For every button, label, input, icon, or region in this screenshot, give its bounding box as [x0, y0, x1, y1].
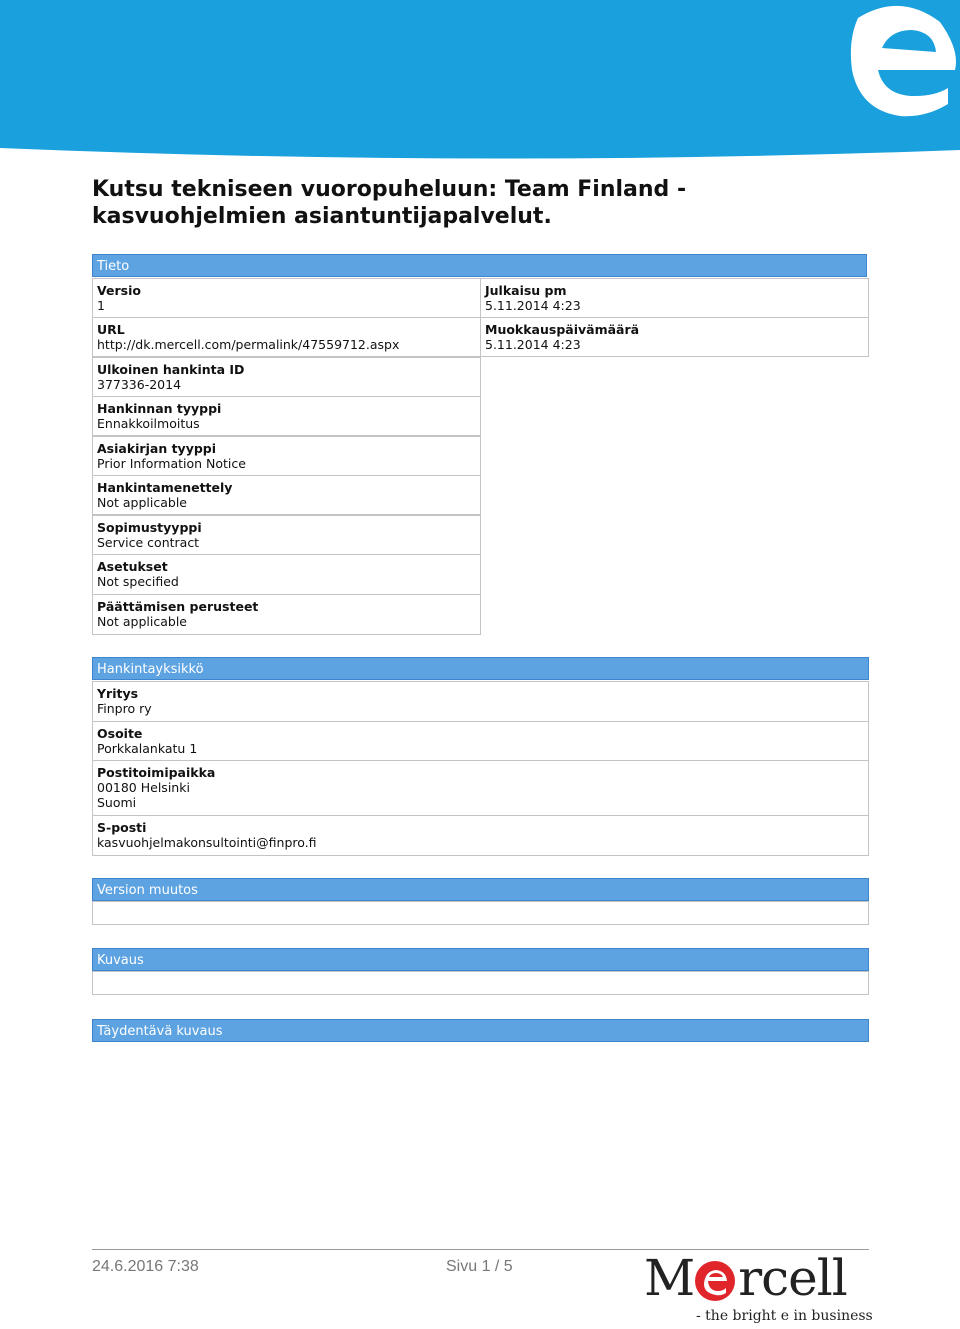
field-label: Ulkoinen hankinta ID: [97, 362, 245, 377]
field-label: Hankintamenettely: [97, 480, 233, 495]
url-link[interactable]: http://dk.mercell.com/permalink/47559712.aspx: [97, 337, 400, 352]
field-label: Postitoimipaikka: [97, 765, 216, 780]
field-asiakirjan-tyyppi: [92, 436, 481, 476]
field-value: Not applicable: [97, 614, 187, 629]
field-sopimustyyppi: [92, 515, 481, 555]
field-label: Yritys: [97, 686, 139, 701]
field-label: Muokkauspäivämäärä: [485, 322, 640, 337]
header-banner: [0, 0, 960, 162]
section-header-version-muutos: Version muutos: [92, 878, 869, 901]
logo-e-icon: [694, 1260, 736, 1302]
field-value: Service contract: [97, 535, 200, 550]
field-label: Päättämisen perusteet: [97, 599, 259, 614]
document-title: Kutsu tekniseen vuoropuheluun: Team Finland -kasvuohjelmien asiantuntijapalvelut.: [92, 177, 687, 229]
field-asetukset: [92, 554, 481, 595]
field-value: 5.11.2014 4:23: [485, 298, 581, 313]
field-value: Ennakkoilmoitus: [97, 416, 200, 431]
section-header-kuvaus: Kuvaus: [92, 948, 869, 971]
field-ulkoinen-hankinta-id: [92, 357, 481, 397]
section-header-tieto: Tieto: [92, 254, 867, 277]
kuvaus-content: [92, 971, 869, 995]
section-header-hankintayksikko: Hankintayksikkö: [92, 657, 869, 680]
field-s-posti: [92, 815, 869, 856]
logo-tagline: - the bright e in business: [696, 1308, 873, 1324]
field-hankintamenettely: [92, 475, 481, 515]
field-label: Hankinnan tyyppi: [97, 401, 222, 416]
field-value: Finpro ry: [97, 701, 152, 716]
footer-timestamp: 24.6.2016 7:38: [92, 1258, 199, 1275]
field-value: Prior Information Notice: [97, 456, 246, 471]
logo-letter: M: [644, 1249, 695, 1307]
field-julkaisu-pm: [480, 278, 869, 318]
field-label: Julkaisu pm: [485, 283, 567, 298]
field-postitoimipaikka: [92, 760, 869, 816]
field-value: 5.11.2014 4:23: [485, 337, 581, 352]
version-muutos-content: [92, 901, 869, 925]
field-label: Osoite: [97, 726, 143, 741]
email-link[interactable]: kasvuohjelmakonsultointi@finpro.fi: [97, 835, 317, 850]
mercell-logo: [644, 1249, 873, 1328]
footer-page-number: Sivu 1 / 5: [446, 1258, 513, 1275]
field-label: URL: [97, 322, 125, 337]
field-value-country: Suomi: [97, 795, 137, 810]
field-value: 1: [97, 298, 105, 313]
field-label: Asetukset: [97, 559, 168, 574]
logo-wordmark: [644, 1250, 847, 1306]
field-osoite: [92, 721, 869, 761]
field-value: Porkkalankatu 1: [97, 741, 198, 756]
field-label: Asiakirjan tyyppi: [97, 441, 217, 456]
field-hankinnan-tyyppi: [92, 396, 481, 436]
field-label: Sopimustyyppi: [97, 520, 202, 535]
section-header-taydentava-kuvaus: Täydentävä kuvaus: [92, 1019, 869, 1042]
field-value: 377336-2014: [97, 377, 182, 392]
field-versio: [92, 278, 481, 318]
logo-suffix: rcell: [738, 1249, 847, 1307]
field-value: Not specified: [97, 574, 179, 589]
field-yritys: [92, 681, 869, 722]
field-label: Versio: [97, 283, 141, 298]
mercell-e-icon: [851, 6, 956, 116]
field-paattamisen-perusteet: [92, 594, 481, 635]
field-muokkauspaivamaara: [480, 317, 869, 357]
field-value: Not applicable: [97, 495, 187, 510]
field-url: [92, 317, 481, 357]
field-value: 00180 Helsinki: [97, 780, 190, 795]
field-label: S-posti: [97, 820, 147, 835]
